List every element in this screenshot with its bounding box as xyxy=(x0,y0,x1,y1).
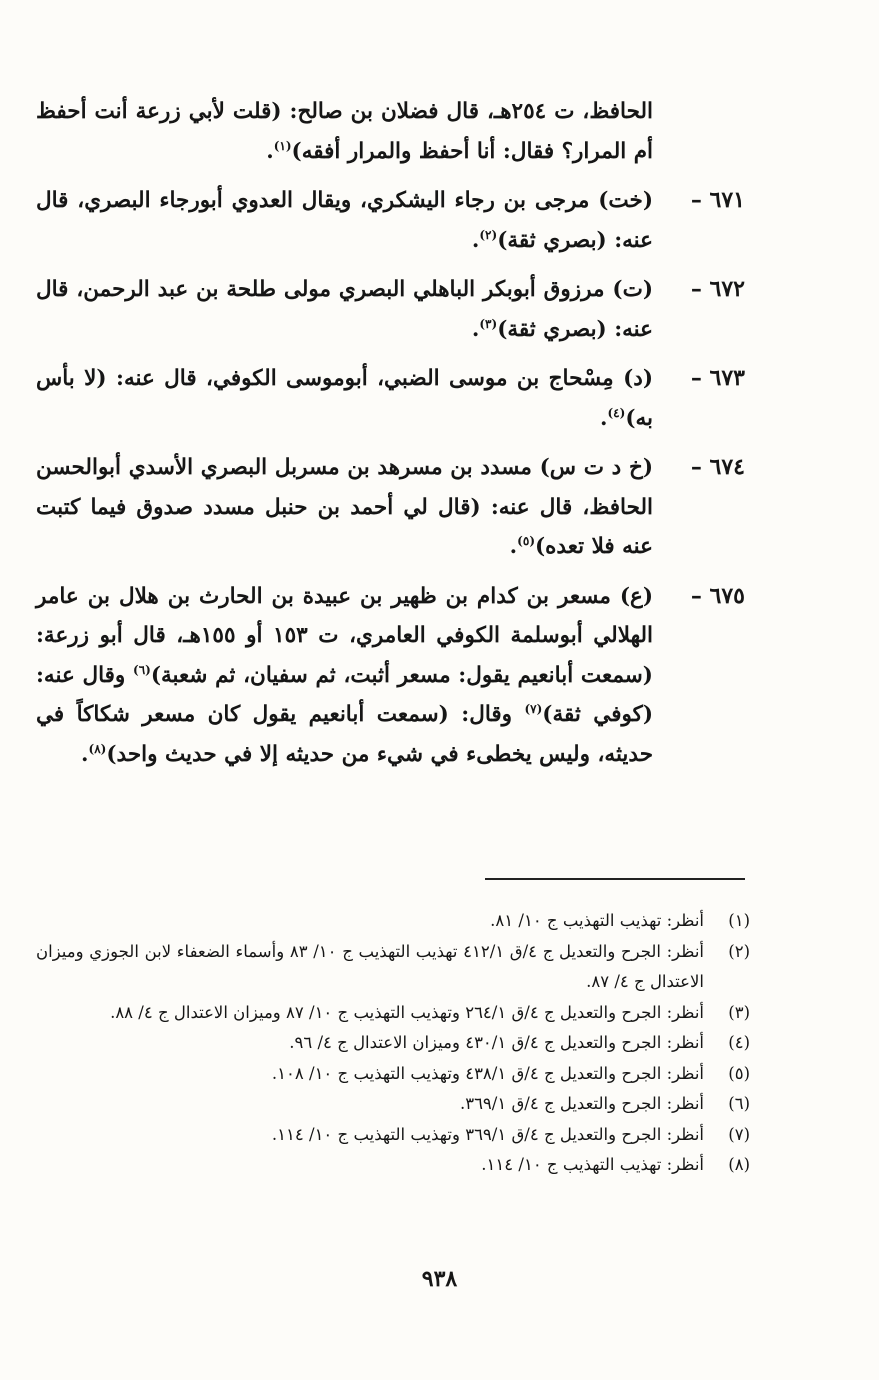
entry-number: ٦٧٣ – xyxy=(690,365,745,391)
footnote-text: أنظر: تهذيب التهذيب ج ١٠/ ١١٤. xyxy=(481,1155,704,1174)
footnote-ref: (٢) xyxy=(479,227,498,242)
footnote-divider xyxy=(485,878,745,880)
entry-text: (ت) مرزوق أبوبكر الباهلي البصري مولى طلحة بن عبد الرحمن، قال عنه: (بصري ثقة) xyxy=(36,277,653,342)
intro-paragraph xyxy=(36,92,745,171)
entry-end: . xyxy=(471,227,480,253)
footnote-number: (٨) xyxy=(728,1155,750,1174)
entry-end: . xyxy=(471,316,480,342)
entry-number: ٦٧٤ – xyxy=(690,454,745,480)
footnote-ref: (٣) xyxy=(479,316,498,331)
footnote-ref: (٦) xyxy=(133,662,151,677)
entry-end: . xyxy=(599,405,608,431)
intro-end: . xyxy=(266,138,274,164)
footnote xyxy=(36,906,756,937)
footnote-text: أنظر: الجرح والتعديل ج ٤/ق ٤١٢/١ تهذيب التهذيب ج ١٠/ ٨٣ وأسماء الضعفاء لابن الجوزي وميزان الاعتدال ج ٤/ ٨٧. xyxy=(36,941,704,991)
entry-673 xyxy=(36,359,745,438)
entry-text: (ع) مسعر بن كدام بن ظهير بن عبيدة بن الحارث بن هلال بن عامر الهلالي أبوسلمة الكوفي العامري، ت ١٥٣ أو ١٥٥هـ، قال أبو زرعة: (سمعت أبانعيم يقول: مسعر أثبت، ثم سفيان، ثم شعبة) xyxy=(36,583,653,688)
footnote-text: أنظر: الجرح والتعديل ج ٤/ق ٤٣٨/١ وتهذيب التهذيب ج ١٠/ ١٠٨. xyxy=(271,1063,704,1083)
footnote-text: أنظر: الجرح والتعديل ج ٤/ق ٢٦٤/١ وتهذيب التهذيب ج ١٠/ ٨٧ وميزان الاعتدال ج ٤/ ٨٨. xyxy=(110,1002,704,1022)
entry-end: . xyxy=(81,741,89,767)
footnote-number: (٦) xyxy=(728,1094,750,1113)
footnote-number: (٤) xyxy=(728,1033,750,1052)
entry-text: (خ د ت س) مسدد بن مسرهد بن مسربل البصري الأسدي أبوالحسن الحافظ، قال عنه: (قال لي أحمد بن حنبل مسدد صدوق فيما كتبت عنه فلا تعده) xyxy=(36,455,653,559)
footnote xyxy=(36,937,756,998)
footnote-text: أنظر: الجرح والتعديل ج ٤/ق ٣٦٩/١. xyxy=(459,1094,704,1113)
footnote-text: أنظر: الجرح والتعديل ج ٤/ق ٣٦٩/١ وتهذيب التهذيب ج ١٠/ ١١٤. xyxy=(271,1124,704,1144)
intro-text: الحافظ، ت ٢٥٤هـ، قال فضلان بن صالح: (قلت لأبي زرعة أنت أحفظ أم المرار؟ فقال: أنا أحفظ والمرار أفقه) xyxy=(36,99,653,164)
footnote-number: (٧) xyxy=(728,1124,750,1144)
footnote-ref: (٧) xyxy=(524,701,543,716)
entry-text-2: وقال عنه: (كوفي ثقة) xyxy=(36,662,653,727)
footnote-text: أنظر: الجرح والتعديل ج ٤/ق ٤٣٠/١ وميزان الاعتدال ج ٤/ ٩٦. xyxy=(289,1033,704,1052)
main-text xyxy=(36,92,745,774)
entry-674 xyxy=(36,448,745,567)
footnote-number: (٣) xyxy=(728,1002,750,1022)
page-number: ٩٣٨ xyxy=(421,1266,458,1292)
entry-number: ٦٧٥ – xyxy=(690,582,745,609)
entry-text: (د) مِسْحاج بن موسى الضبي، أبوموسى الكوفي، قال عنه: (لا بأس به) xyxy=(36,366,653,431)
footnote-number: (١) xyxy=(728,911,750,930)
entry-text-3: وقال: (سمعت أبانعيم يقول كان مسعر شكاكاً في حديثه، وليس يخطىء في شيء من حديثه إلا في حديث واحد) xyxy=(36,702,653,767)
entry-672 xyxy=(36,270,745,349)
entry-671 xyxy=(36,181,745,260)
entry-675 xyxy=(36,577,745,775)
footnote-number: (٥) xyxy=(728,1063,750,1083)
footnote-ref: (٥) xyxy=(517,533,535,548)
footnote xyxy=(36,1120,756,1151)
footnote-number: (٢) xyxy=(728,941,750,961)
footnote xyxy=(36,998,756,1029)
footnote xyxy=(36,1089,756,1120)
entry-text: (خت) مرجى بن رجاء اليشكري، ويقال العدوي أبورجاء البصري، قال عنه: (بصري ثقة) xyxy=(36,188,653,253)
footnote-ref: (٨) xyxy=(88,741,107,756)
footnote xyxy=(36,1150,756,1181)
footnote-ref: (٤) xyxy=(607,405,626,420)
entry-end: . xyxy=(509,534,518,559)
footnote-text: أنظر: تهذيب التهذيب ج ١٠/ ٨١. xyxy=(490,911,704,930)
footnote-ref: (١) xyxy=(273,138,292,153)
footnote xyxy=(36,1059,756,1090)
entry-number: ٦٧١ – xyxy=(690,187,745,213)
footnotes xyxy=(36,906,756,1181)
entry-number: ٦٧٢ – xyxy=(690,276,745,302)
footnote xyxy=(36,1028,756,1059)
